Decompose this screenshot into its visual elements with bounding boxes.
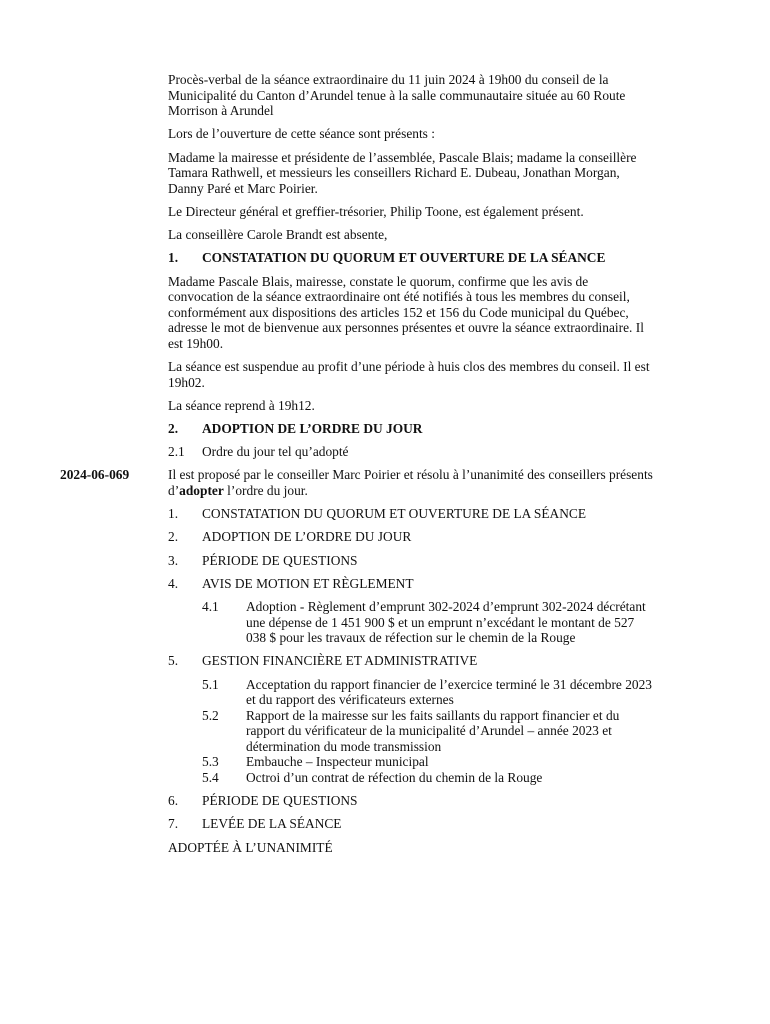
adoption-statement: ADOPTÉE À L’UNANIMITÉ: [168, 839, 333, 855]
attendance-intro: Lors de l’ouverture de cette séance sont présents :: [168, 126, 435, 142]
attendance-list: Madame la mairesse et présidente de l’assemblée, Pascale Blais; madame la conseillère Tamara Rathwell, et messieurs les conseillers Richard E. Dubeau, Jonathan Morgan, Danny Paré et Marc Poirier.: [168, 149, 637, 196]
minutes-body: [60, 72, 654, 863]
director-present: Le Directeur général et greffier-trésorier, Philip Toone, est également présent.: [168, 203, 584, 219]
resolution-bold-verb: adopter: [179, 483, 224, 498]
agenda-subitem: 5.3 Embauche – Inspecteur municipal: [202, 754, 429, 770]
section-2-title: ADOPTION DE L’ORDRE DU JOUR: [202, 421, 423, 437]
resolution-text: Il est proposé par le conseiller Marc Poirier et résolu à l’unanimité des conseillers présents d’adopter l’ordre du jour.: [168, 467, 653, 498]
section-2-heading: [168, 421, 654, 437]
agenda-sublist: [168, 599, 654, 646]
agenda-item: 6. PÉRIODE DE QUESTIONS: [168, 793, 358, 809]
agenda-item: 5. GESTION FINANCIÈRE ET ADMINISTRATIVE: [168, 653, 478, 669]
agenda-item: 4. AVIS DE MOTION ET RÈGLEMENT: [168, 575, 414, 591]
agenda-subitem: 4.1 Adoption - Règlement d’emprunt 302-2024 d’emprunt 302-2024 décrétant une dépense de 1 451 900 $ et un emprunt n’excédant le montant de 527 038 $ pour les travaux de réfection sur le chemin de la Rouge: [202, 598, 646, 646]
agenda-subitem: 5.4 Octroi d’un contrat de réfection du chemin de la Rouge: [202, 770, 543, 786]
quorum-paragraph: Madame Pascale Blais, mairesse, constate le quorum, confirme que les avis de convocation de la séance extraordinaire ont été notifiés à tous les membres du conseil, conformément aux dispositions des articles 152 et 156 du Code municipal du Québec, adresse le mot de bienvenue aux personnes présentes et ouvre la séance extraordinaire. Il est 19h00.: [168, 273, 644, 351]
absence-note: La conseillère Carole Brandt est absente,: [168, 227, 388, 243]
section-1-heading: [168, 250, 654, 266]
resume-paragraph: La séance reprend à 19h12.: [168, 397, 315, 413]
agenda-item: 3. PÉRIODE DE QUESTIONS: [168, 552, 358, 568]
section-2-number: 2.: [168, 421, 179, 437]
subsection-2-1-title: Ordre du jour tel qu’adopté: [202, 444, 349, 460]
agenda-subitem: 5.2 Rapport de la mairesse sur les faits saillants du rapport financier et du rapport du vérificateur de la municipalité d’Arundel – année 2023 et détermination du mode transmission: [202, 707, 620, 754]
section-1-number: 1.: [168, 250, 179, 266]
subsection-2-1-number: 2.1: [168, 444, 185, 460]
agenda-item: 2. ADOPTION DE L’ORDRE DU JOUR: [168, 529, 412, 545]
suspension-paragraph: La séance est suspendue au profit d’une période à huis clos des membres du conseil. Il est 19h02.: [168, 359, 650, 390]
agenda-item: 7. LEVÉE DE LA SÉANCE: [168, 816, 342, 832]
agenda-sublist: [168, 677, 654, 786]
subsection-2-1: [168, 444, 654, 460]
intro-paragraph: Procès-verbal de la séance extraordinaire du 11 juin 2024 à 19h00 du conseil de la Municipalité du Canton d’Arundel tenue à la salle communautaire située au 60 Route Morrison à Arundel: [168, 72, 626, 119]
resolution-number: 2024-06-069: [60, 467, 130, 483]
section-1-title: CONSTATATION DU QUORUM ET OUVERTURE DE LA SÉANCE: [202, 250, 606, 266]
resolution-block: [60, 467, 654, 498]
agenda-subitem: 5.1 Acceptation du rapport financier de l’exercice terminé le 31 décembre 2023 et du rapport des vérificateurs externes: [202, 676, 652, 708]
agenda-item: 1. CONSTATATION DU QUORUM ET OUVERTURE DE LA SÉANCE: [168, 506, 587, 522]
